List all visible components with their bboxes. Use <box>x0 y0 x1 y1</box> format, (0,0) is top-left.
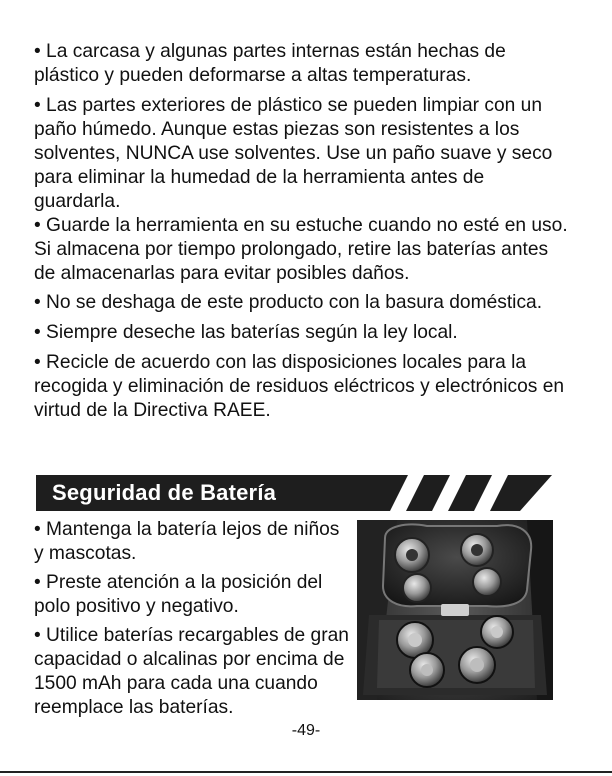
paragraph-recycling-weee: • Recicle de acuerdo con las disposiciones locales para la recogida y eliminación de residuos eléctricos y electrónicos en virtud de la Directiva RAEE. <box>34 352 565 421</box>
paragraph-battery-disposal: • Siempre deseche las baterías según la ley local. <box>34 322 458 343</box>
paragraph-storage-instructions: • Guarde la herramienta en su estuche cuando no esté en uso. Si almacena por tiempo prolongado, retire las baterías antes de almacenarlas para evitar posibles daños. <box>34 215 568 284</box>
page-number: -49- <box>291 722 321 739</box>
paragraph-polarity-attention: • Preste atención a la posición del polo positivo y negativo. <box>34 572 323 617</box>
paragraph-housing-warning: • La carcasa y algunas partes internas están hechas de plástico y pueden deformarse a altas temperaturas. <box>34 41 506 86</box>
paragraph-disposal-warning: • No se deshaga de este producto con la basura doméstica. <box>34 292 543 313</box>
bottom-divider <box>0 771 612 773</box>
section-header-bar <box>36 475 554 511</box>
battery-photo-illustration <box>357 520 553 700</box>
paragraph-battery-capacity: • Utilice baterías recargables de gran capacidad o alcalinas por encima de 1500 mAh para cada una cuando reemplace las baterías. <box>34 625 349 718</box>
paragraph-keep-away-children: • Mantenga la batería lejos de niños y mascotas. <box>34 519 340 564</box>
section-title: Seguridad de Batería <box>52 480 277 505</box>
battery-compartment-photo <box>357 520 553 700</box>
paragraph-cleaning-instructions: • Las partes exteriores de plástico se pueden limpiar con un paño húmedo. Aunque estas piezas son resistentes a los solventes, NUNCA use solventes. Use un paño suave y seco para eliminar la humedad de la herramienta antes de guardarla. <box>34 95 553 212</box>
